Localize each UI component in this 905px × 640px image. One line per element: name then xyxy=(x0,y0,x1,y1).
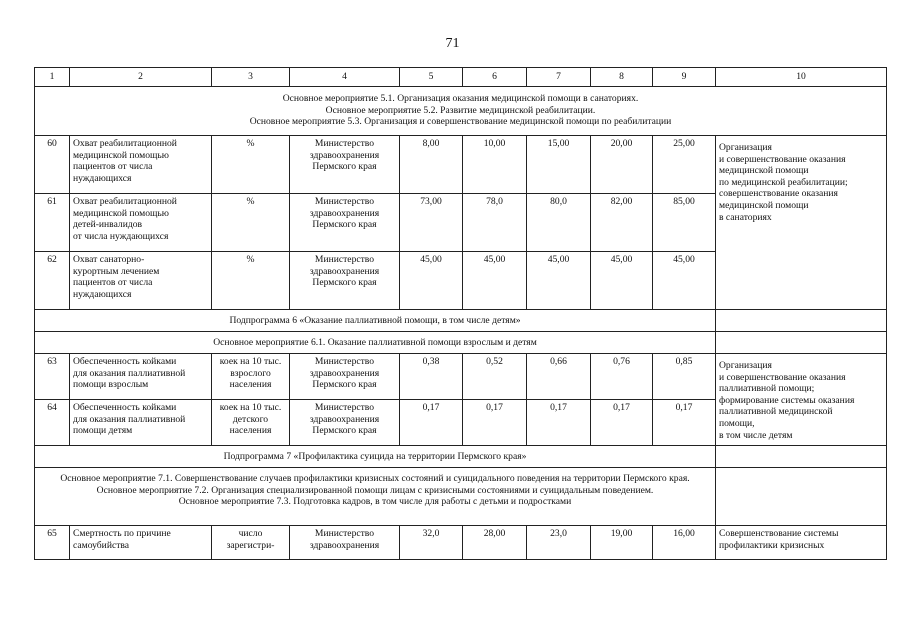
value: 0,85 xyxy=(653,354,716,400)
text-line: Министерство xyxy=(314,528,375,539)
page-number: 71 xyxy=(445,36,460,51)
section-5-heading xyxy=(35,87,887,136)
text-line: Охват реабилитационной xyxy=(73,196,177,207)
text-line: для оказания паллиативной xyxy=(73,413,186,425)
unit xyxy=(212,354,290,400)
text-line: курортным лечением xyxy=(73,265,160,277)
text-line: здравоохранения xyxy=(309,539,380,551)
result-note xyxy=(716,526,887,560)
text-line: по медицинской реабилитации; xyxy=(719,176,848,188)
table-row xyxy=(35,354,887,400)
text-line: Обеспеченность койками xyxy=(73,356,177,367)
row-number: 63 xyxy=(35,354,70,400)
empty-cell xyxy=(716,310,887,332)
col-header: 6 xyxy=(463,68,527,87)
text-line: здравоохранения xyxy=(309,149,380,161)
text-line: Министерство xyxy=(314,138,375,149)
indicator-name xyxy=(70,136,212,194)
text-line: населения xyxy=(229,379,272,391)
unit: % xyxy=(212,136,290,194)
text-line: формирование системы оказания xyxy=(719,394,855,406)
empty-cell xyxy=(716,446,887,468)
text-line: паллиативной медицинской xyxy=(719,406,833,418)
text-line: здравоохранения xyxy=(309,367,380,379)
activity-6-heading: Основное мероприятие 6.1. Оказание паллиативной помощи взрослым и детям xyxy=(35,332,716,354)
section-7-line: Основное мероприятие 7.3. Подготовка кадров, в том числе для работы с детьми и подростками xyxy=(178,496,572,508)
indicator-name xyxy=(70,252,212,310)
col-header: 9 xyxy=(653,68,716,87)
col-header: 1 xyxy=(35,68,70,87)
indicator-name xyxy=(70,354,212,400)
text-line: совершенствование оказания xyxy=(719,188,838,200)
text-line: зарегистри- xyxy=(226,539,275,551)
value: 85,00 xyxy=(653,194,716,252)
section-5-line: Основное мероприятие 5.3. Организация и совершенствование медицинской помощи по реабилитации xyxy=(249,116,672,128)
indicators-table xyxy=(34,67,887,560)
responsible xyxy=(290,526,400,560)
empty-cell xyxy=(716,332,887,354)
text-line: медицинской помощью xyxy=(73,207,169,219)
col-header: 5 xyxy=(400,68,463,87)
text-line: коек на 10 тыс. xyxy=(219,402,282,413)
value: 45,00 xyxy=(591,252,653,310)
text-line: пациентов от числа xyxy=(73,277,153,289)
text-line: в том числе детям xyxy=(719,429,793,441)
unit: % xyxy=(212,252,290,310)
col-header: 3 xyxy=(212,68,290,87)
value: 0,76 xyxy=(591,354,653,400)
row-number: 61 xyxy=(35,194,70,252)
text-line: профилактики кризисных xyxy=(719,539,825,551)
value: 23,0 xyxy=(527,526,591,560)
text-line: Обеспеченность койками xyxy=(73,402,177,413)
col-header: 4 xyxy=(290,68,400,87)
section-7-heading xyxy=(35,468,716,526)
value: 28,00 xyxy=(463,526,527,560)
empty-cell xyxy=(716,468,887,526)
text-line: здравоохранения xyxy=(309,207,380,219)
col-header: 8 xyxy=(591,68,653,87)
text-line: здравоохранения xyxy=(309,413,380,425)
value: 82,00 xyxy=(591,194,653,252)
value: 45,00 xyxy=(653,252,716,310)
value: 19,00 xyxy=(591,526,653,560)
text-line: Пермского края xyxy=(312,379,377,391)
text-line: паллиативной помощи; xyxy=(719,383,815,395)
text-line: Охват санаторно- xyxy=(73,254,145,265)
text-line: Совершенствование системы xyxy=(719,528,839,539)
value: 0,17 xyxy=(463,400,527,446)
value: 20,00 xyxy=(591,136,653,194)
value: 16,00 xyxy=(653,526,716,560)
value: 10,00 xyxy=(463,136,527,194)
responsible xyxy=(290,354,400,400)
section-7-line: Основное мероприятие 7.2. Организация специализированной помощи лицам с кризисными состояниями и суицидальным поведением. xyxy=(96,484,654,496)
value: 0,38 xyxy=(400,354,463,400)
col-header: 10 xyxy=(716,68,887,87)
text-line: Министерство xyxy=(314,196,375,207)
text-line: медицинской помощи xyxy=(719,199,809,211)
indicator-name xyxy=(70,400,212,446)
text-line: медицинской помощи xyxy=(719,165,809,177)
text-line: и совершенствование оказания xyxy=(719,153,846,165)
text-line: Смертность по причине xyxy=(73,528,171,539)
unit: % xyxy=(212,194,290,252)
value: 80,0 xyxy=(527,194,591,252)
responsible xyxy=(290,400,400,446)
section-7-line: Основное мероприятие 7.1. Совершенствование случаев профилактики кризисных состояний и суицидального поведения на территории Пермского края. xyxy=(60,473,690,484)
text-line: взрослого xyxy=(230,367,271,379)
text-line: Министерство xyxy=(314,356,375,367)
text-line: Организация xyxy=(719,142,772,153)
section-7-row xyxy=(35,468,887,526)
col-header: 2 xyxy=(70,68,212,87)
text-line: помощи взрослым xyxy=(73,379,149,391)
unit xyxy=(212,400,290,446)
value: 8,00 xyxy=(400,136,463,194)
text-line: коек на 10 тыс. xyxy=(219,356,282,367)
result-note xyxy=(716,136,887,310)
responsible xyxy=(290,136,400,194)
row-number: 60 xyxy=(35,136,70,194)
value: 0,17 xyxy=(591,400,653,446)
column-numbers-row xyxy=(35,68,887,87)
unit xyxy=(212,526,290,560)
row-number: 65 xyxy=(35,526,70,560)
text-line: и совершенствование оказания xyxy=(719,371,846,383)
text-line: населения xyxy=(229,425,272,437)
text-line: Пермского края xyxy=(312,219,377,231)
value: 45,00 xyxy=(463,252,527,310)
table-row xyxy=(35,136,887,194)
text-line: детей-инвалидов xyxy=(73,219,143,231)
text-line: Пермского края xyxy=(312,425,377,437)
text-line: Министерство xyxy=(314,254,375,265)
section-5-row xyxy=(35,87,887,136)
text-line: детского xyxy=(232,413,269,425)
activity-6-row xyxy=(35,332,887,354)
text-line: Организация xyxy=(719,360,772,371)
value: 45,00 xyxy=(400,252,463,310)
subprogram-7-row xyxy=(35,446,887,468)
text-line: здравоохранения xyxy=(309,265,380,277)
value: 73,00 xyxy=(400,194,463,252)
value: 45,00 xyxy=(527,252,591,310)
subprogram-6-heading: Подпрограмма 6 «Оказание паллиативной помощи, в том числе детям» xyxy=(35,310,716,332)
text-line: помощи детям xyxy=(73,425,133,437)
section-5-line: Основное мероприятие 5.2. Развитие медицинской реабилитации. xyxy=(325,104,596,116)
text-line: нуждающихся xyxy=(73,288,132,300)
value: 0,17 xyxy=(400,400,463,446)
value: 32,0 xyxy=(400,526,463,560)
indicator-name xyxy=(70,526,212,560)
responsible xyxy=(290,252,400,310)
text-line: для оказания паллиативной xyxy=(73,367,186,379)
text-line: Пермского края xyxy=(312,161,377,173)
value: 15,00 xyxy=(527,136,591,194)
text-line: Пермского края xyxy=(312,277,377,289)
section-5-line: Основное мероприятие 5.1. Организация оказания медицинской помощи в санаториях. xyxy=(282,93,639,104)
value: 78,0 xyxy=(463,194,527,252)
col-header: 7 xyxy=(527,68,591,87)
value: 0,17 xyxy=(527,400,591,446)
text-line: помощи, xyxy=(719,417,755,429)
text-line: Охват реабилитационной xyxy=(73,138,177,149)
table-row xyxy=(35,526,887,560)
row-number: 64 xyxy=(35,400,70,446)
text-line: медицинской помощью xyxy=(73,149,169,161)
row-number: 62 xyxy=(35,252,70,310)
result-note xyxy=(716,354,887,446)
value: 25,00 xyxy=(653,136,716,194)
text-line: Министерство xyxy=(314,402,375,413)
value: 0,52 xyxy=(463,354,527,400)
subprogram-6-row xyxy=(35,310,887,332)
indicator-name xyxy=(70,194,212,252)
subprogram-7-heading: Подпрограмма 7 «Профилактика суицида на территории Пермского края» xyxy=(35,446,716,468)
value: 0,66 xyxy=(527,354,591,400)
text-line: число xyxy=(238,528,263,539)
text-line: нуждающихся xyxy=(73,172,132,184)
text-line: пациентов от числа xyxy=(73,161,153,173)
text-line: в санаториях xyxy=(719,211,772,223)
value: 0,17 xyxy=(653,400,716,446)
text-line: самоубийства xyxy=(73,539,130,551)
text-line: от числа нуждающихся xyxy=(73,230,169,242)
responsible xyxy=(290,194,400,252)
